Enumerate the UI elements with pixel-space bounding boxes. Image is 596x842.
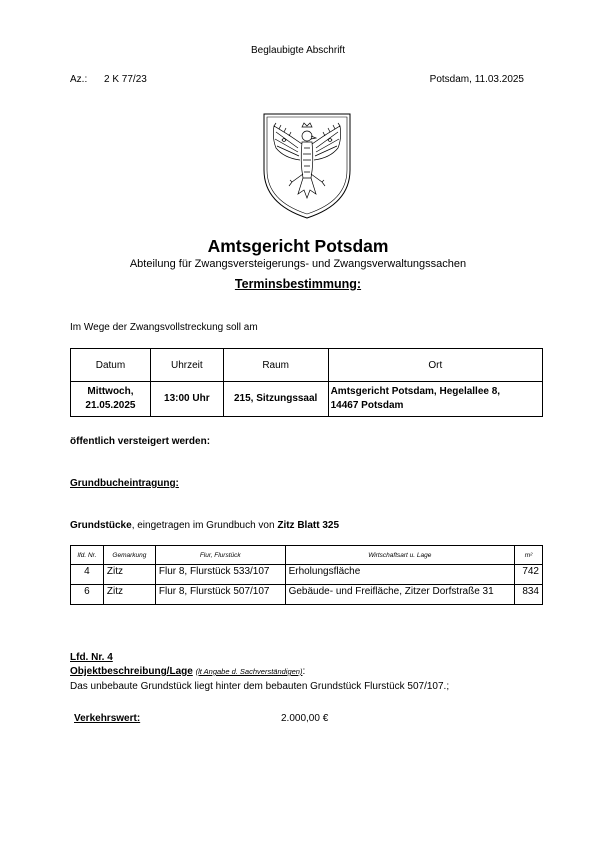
- coat-of-arms-icon: [262, 112, 352, 220]
- termin-ort-street: Amtsgericht Potsdam, Hegelallee 8,: [330, 386, 501, 397]
- verkehrswert-value: 2.000,00 €: [281, 713, 329, 724]
- gb-cell-art: Gebäude- und Freifläche, Zitzer Dorfstraße 31: [285, 585, 514, 605]
- grundbuch-header-row: [71, 546, 543, 565]
- grundbuch-table: [70, 545, 543, 605]
- termin-uhrzeit: 13:00 Uhr: [150, 382, 223, 417]
- court-name: Amtsgericht Potsdam: [207, 236, 389, 256]
- place-date: Potsdam, 11.03.2025: [429, 74, 524, 85]
- court-department: Abteilung für Zwangsversteigerungs- und Zwangsverwaltungssachen: [129, 258, 467, 270]
- versteigert-text: öffentlich versteigert werden:: [70, 436, 211, 447]
- termin-ort: [328, 382, 542, 417]
- gb-cell-m2: 834: [514, 585, 542, 605]
- gb-cell-flur: Flur 8, Flurstück 507/107: [155, 585, 285, 605]
- gb-cell-nr: 6: [71, 585, 104, 605]
- lfd-heading: Lfd. Nr. 4: [70, 652, 113, 663]
- objekt-text: Das unbebaute Grundstück liegt hinter dem bebauten Grundstück Flurstück 507/107.;: [70, 681, 450, 692]
- gb-header-flur: Flur, Flurstück: [155, 546, 285, 565]
- gb-cell-art: Erholungsfläche: [285, 565, 514, 585]
- document-title: Terminsbestimmung:: [234, 277, 362, 291]
- termin-datum: [71, 382, 151, 417]
- objekt-colon: :: [302, 666, 306, 677]
- verkehrswert-label: Verkehrswert:: [74, 713, 141, 724]
- grundbuch-heading: Grundbucheintragung:: [70, 478, 179, 489]
- gb-header-gemarkung: Gemarkung: [103, 546, 155, 565]
- az-value: 2 K 77/23: [104, 74, 147, 85]
- grundbuch-book: Zitz Blatt 325: [277, 520, 340, 531]
- grundstuecke-line: [70, 520, 339, 531]
- az-label: Az.:: [70, 74, 88, 85]
- termin-header-ort: Ort: [328, 349, 542, 382]
- termin-header-raum: Raum: [223, 349, 328, 382]
- grundstuecke-text: , eingetragen im Grundbuch von: [131, 520, 278, 531]
- termin-row: [71, 382, 543, 417]
- termin-header-datum: Datum: [71, 349, 151, 382]
- termin-table: [70, 348, 543, 417]
- gb-cell-nr: 4: [71, 565, 104, 585]
- objekt-note: (lt Angabe d. Sachverständigen): [195, 667, 303, 676]
- objekt-label: Objektbeschreibung/Lage: [70, 666, 193, 677]
- copy-note: Beglaubigte Abschrift: [251, 45, 345, 56]
- table-row: [71, 585, 543, 605]
- gb-cell-flur: Flur 8, Flurstück 533/107: [155, 565, 285, 585]
- intro-text: Im Wege der Zwangsvollstreckung soll am: [70, 322, 258, 333]
- termin-raum: 215, Sitzungssaal: [223, 382, 328, 417]
- termin-datum-date: 21.05.2025: [85, 400, 136, 411]
- termin-header-row: [71, 349, 543, 382]
- termin-datum-weekday: Mittwoch,: [87, 386, 134, 397]
- termin-header-uhrzeit: Uhrzeit: [150, 349, 223, 382]
- gb-cell-m2: 742: [514, 565, 542, 585]
- gb-cell-gemarkung: Zitz: [103, 585, 155, 605]
- gb-header-m2: m²: [514, 546, 542, 565]
- gb-header-nr: lfd. Nr.: [71, 546, 104, 565]
- gb-header-art: Wirtschaftsart u. Lage: [285, 546, 514, 565]
- objekt-line: [70, 666, 305, 677]
- termin-ort-city: 14467 Potsdam: [330, 400, 404, 411]
- table-row: [71, 565, 543, 585]
- gb-cell-gemarkung: Zitz: [103, 565, 155, 585]
- grundstuecke-label: Grundstücke: [70, 520, 132, 531]
